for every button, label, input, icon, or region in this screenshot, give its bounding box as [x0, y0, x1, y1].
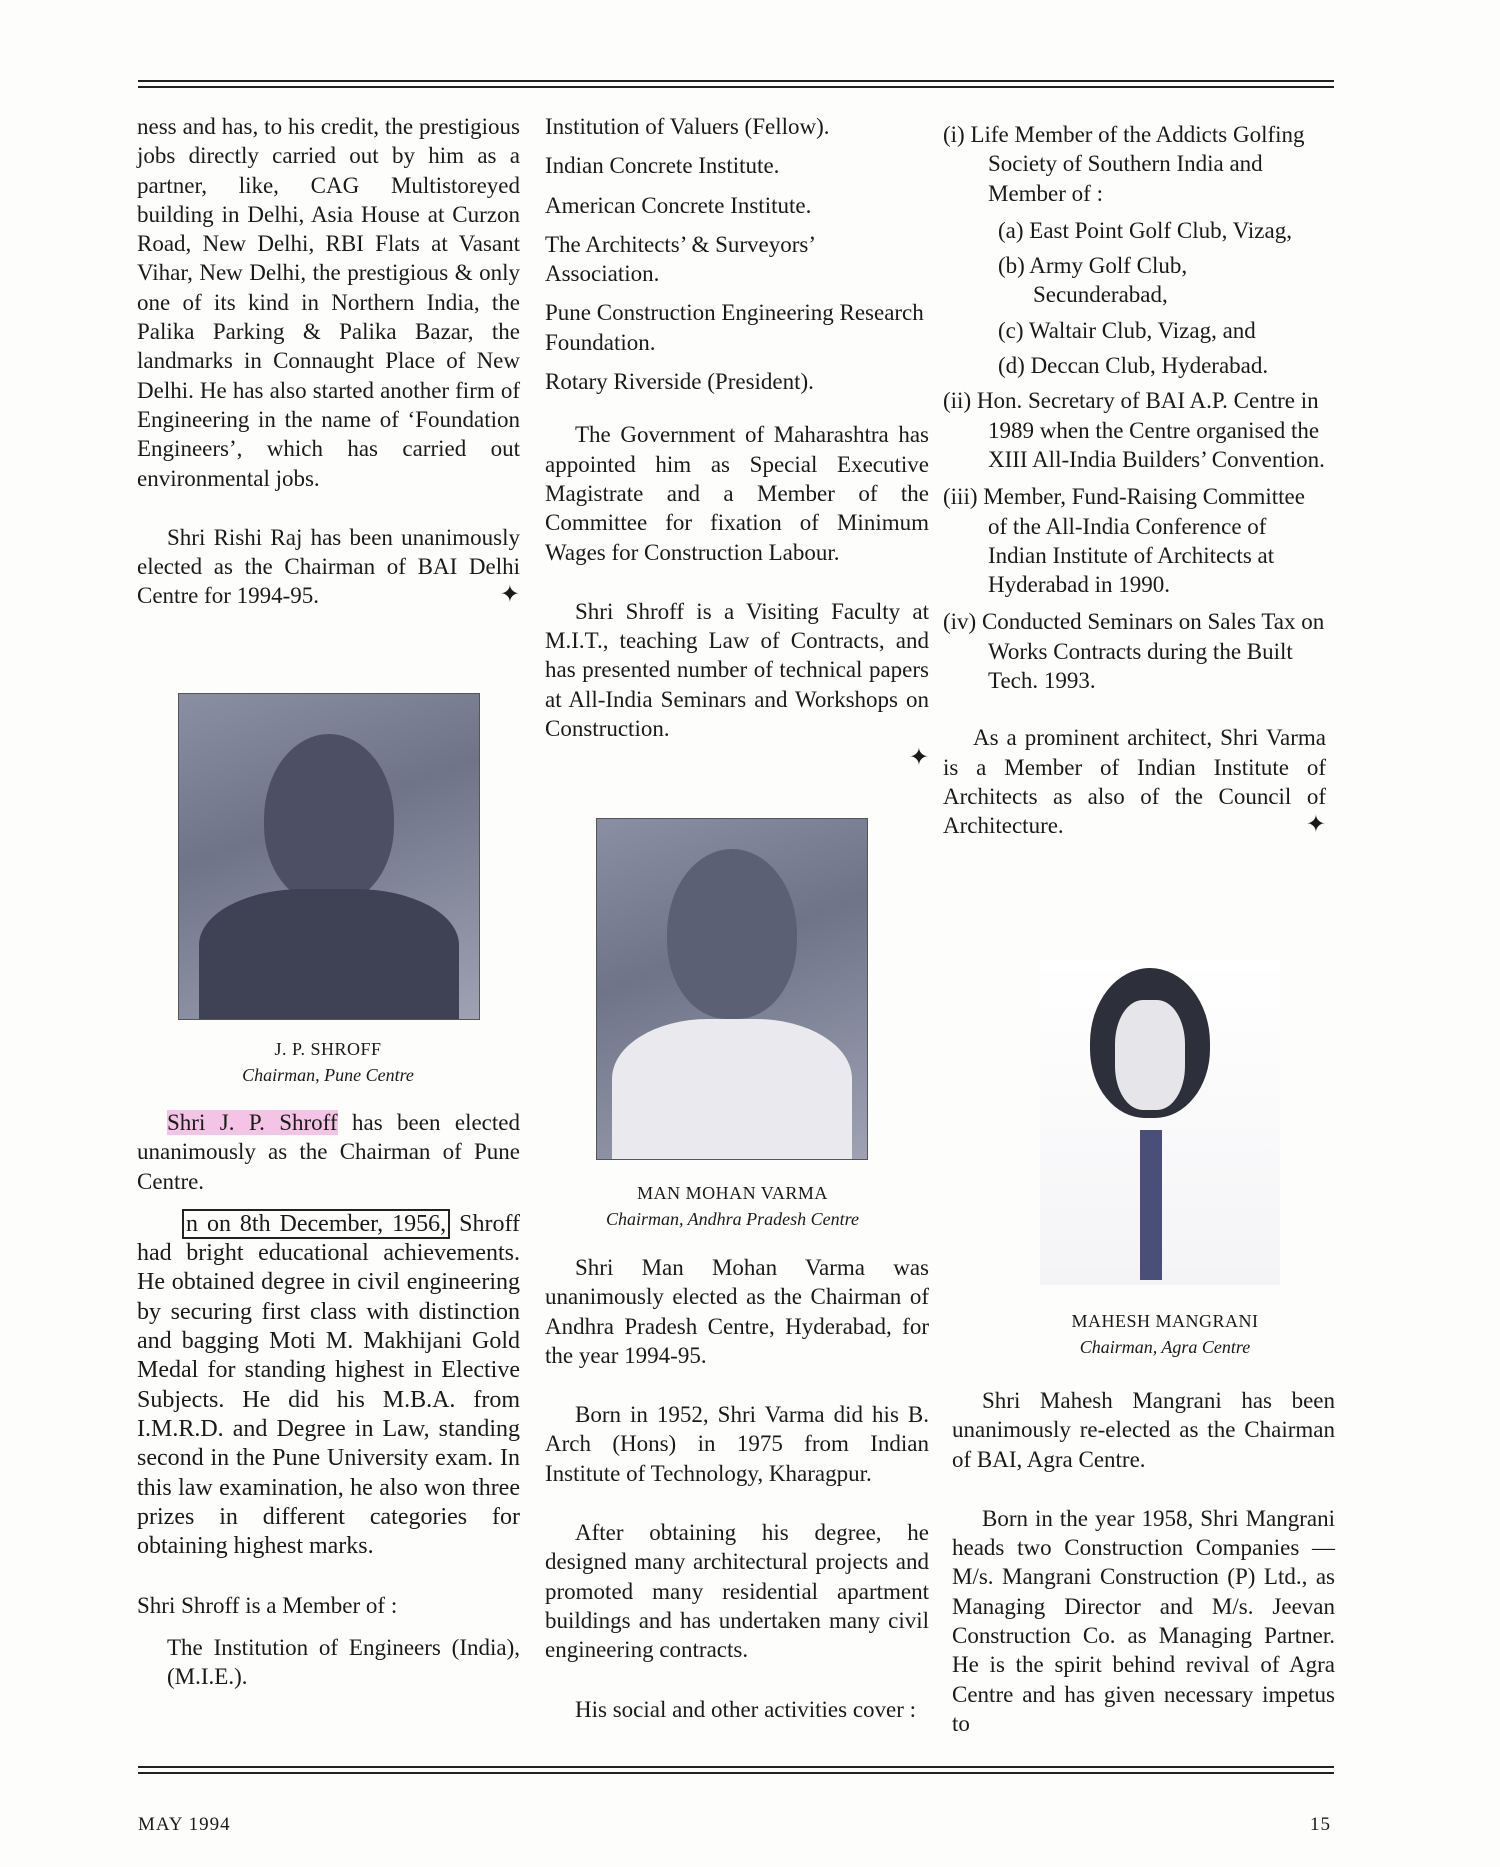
caption-name: MAN MOHAN VARMA — [637, 1183, 828, 1203]
club-item: (d) Deccan Club, Hyderabad. — [998, 353, 1269, 379]
caption-mahesh-mangrani — [1000, 1308, 1330, 1360]
highlighted-name: Shri J. P. Shroff — [167, 1110, 338, 1135]
end-mark-icon: ✦ — [499, 582, 520, 609]
caption-jp-shroff — [178, 1036, 478, 1088]
caption-name: J. P. SHROFF — [274, 1039, 382, 1059]
col1-paragraph-5: Shri Shroff is a Member of : — [137, 1593, 398, 1619]
top-rule — [138, 80, 1334, 82]
membership-item: Institution of Valuers (Fellow). — [545, 114, 830, 139]
col3-paragraph-1 — [943, 723, 1326, 840]
col3-paragraph-2: Shri Mahesh Mangrani has been unanimously re-elected as the Chairman of BAI, Agra Centre. — [952, 1388, 1335, 1472]
photo-man-mohan-varma — [596, 818, 868, 1160]
col1-paragraph-1: ness and has, to his credit, the prestigious jobs directly carried out by him as a partner, like, CAG Multistoreyed building in Delhi, Asia House at Curzon Road, New Delhi, RBI Flats at Vasant Vihar, New Delhi, the prestigious & only one of its kind in Northern India, the Palika Parking & Palika Bazar, the landmarks in Connaught Place of New Delhi. He has also started another firm of Engineering in the name of ‘Foundation Engineers’, which has carried out environmental jobs. — [137, 114, 520, 491]
col1-member-item: The Institution of Engineers (India), (M.I.E.). — [167, 1634, 520, 1690]
bottom-rule-inner — [138, 1772, 1334, 1774]
activity-item: (ii) Hon. Secretary of BAI A.P. Centre in 1989 when the Centre organised the XIII All-India Builders’ Convention. — [943, 388, 1325, 472]
footer-issue-date: MAY 1994 — [138, 1814, 231, 1835]
column-2 — [545, 112, 929, 771]
col2-paragraph-4: Born in 1952, Shri Varma did his B. Arch (Hons) in 1975 from Indian Institute of Technology, Kharagpur. — [545, 1402, 929, 1486]
portrait-body — [612, 1019, 852, 1160]
boxed-birth-date: n on 8th December, 1956, — [182, 1209, 450, 1239]
activity-item: (iii) Member, Fund-Raising Committee of the All-India Conference of Indian Institute of Architects at Hyderabad in 1990. — [943, 484, 1305, 598]
membership-item: The Architects’ & Surveyors’ Association. — [545, 231, 815, 287]
photo-mahesh-mangrani — [1040, 960, 1280, 1285]
end-mark-icon: ✦ — [908, 745, 929, 772]
photo-jp-shroff — [178, 693, 480, 1020]
column-3-lower — [952, 1386, 1335, 1738]
club-item: (b) Army Golf Club, Secunderabad, — [998, 253, 1188, 308]
club-item: (a) East Point Golf Club, Vizag, — [998, 217, 1292, 243]
col1-paragraph-4 — [137, 1210, 520, 1562]
column-2-lower — [545, 1253, 929, 1724]
col3-paragraph-3: Born in the year 1958, Shri Mangrani heads two Construction Companies — M/s. Mangrani Construction (P) Ltd., as Managing Director and M/s. Jeevan Construction Co. as Managing Partner. He is the spirit behind revival of Agra Centre and has given necessary impetus to — [952, 1505, 1335, 1736]
top-rule-inner — [138, 86, 1334, 88]
portrait-face — [1115, 1000, 1185, 1110]
col2-paragraph-1: The Government of Maharashtra has appointed him as Special Executive Magistrate and a Member of the Committee for fixation of Minimum Wages for Construction Labour. — [545, 422, 929, 565]
activity-item: (iv) Conducted Seminars on Sales Tax on Works Contracts during the Built Tech. 1993. — [943, 609, 1325, 694]
membership-item: Indian Concrete Institute. — [545, 153, 780, 179]
col1-p3-rest: has been elected unanimously as the Chairman of Pune Centre. — [137, 1110, 520, 1194]
column-3 — [943, 120, 1326, 841]
footer-page-number: 15 — [1310, 1814, 1331, 1835]
caption-man-mohan-varma — [560, 1180, 905, 1232]
col1-paragraph-3 — [137, 1108, 520, 1196]
column-1 — [137, 112, 520, 611]
col2-paragraph-3: Shri Man Mohan Varma was unanimously elected as the Chairman of Andhra Pradesh Centre, Hyderabad, for the year 1994-95. — [545, 1255, 929, 1368]
club-item: (c) Waltair Club, Vizag, and — [998, 317, 1256, 343]
portrait-head — [264, 734, 394, 904]
col3-p1-text: As a prominent architect, Shri Varma is a Member of Indian Institute of Architects as also of the Council of Architecture. — [943, 725, 1326, 839]
membership-item: American Concrete Institute. — [545, 192, 812, 218]
col1-p4-rest: Shroff had bright educational achievements. He obtained degree in civil engineering by securing first class with distinction and bagging Moti M. Makhijani Gold Medal for standing highest in Elective Subjects. He did his M.B.A. from I.M.R.D. and Degree in Law, standing second in the Pune University exam. In this law examination, he also won three prizes in different categories for obtaining highest marks. — [137, 1210, 521, 1560]
col1-p2-text: Shri Rishi Raj has been unanimously elected as the Chairman of BAI Delhi Centre for 1994-95. — [137, 524, 520, 609]
col2-paragraph-6: His social and other activities cover : — [575, 1696, 917, 1722]
portrait-tie — [1140, 1130, 1162, 1280]
caption-role: Chairman, Agra Centre — [1079, 1337, 1251, 1357]
portrait-head — [667, 849, 797, 1019]
bottom-rule — [138, 1766, 1334, 1768]
membership-item: Rotary Riverside (President). — [545, 369, 814, 395]
col2-paragraph-5: After obtaining his degree, he designed many architectural projects and promoted many residential apartment buildings and has undertaken many civil engineering contracts. — [545, 1520, 929, 1663]
portrait-body — [199, 889, 459, 1020]
col2-paragraph-2: Shri Shroff is a Visiting Faculty at M.I.T., teaching Law of Contracts, and has presented number of technical papers at All-India Seminars and Workshops on Construction. — [545, 598, 929, 742]
activity-item: (i) Life Member of the Addicts Golfing Society of Southern India and Member of : — [943, 122, 1305, 206]
column-1-lower — [137, 1108, 520, 1691]
caption-role: Chairman, Andhra Pradesh Centre — [605, 1209, 859, 1229]
caption-name: MAHESH MANGRANI — [1071, 1311, 1259, 1331]
caption-role: Chairman, Pune Centre — [242, 1065, 414, 1085]
membership-item: Pune Construction Engineering Research Foundation. — [545, 300, 924, 355]
col1-paragraph-2 — [137, 523, 520, 611]
end-mark-icon: ✦ — [1305, 812, 1326, 839]
